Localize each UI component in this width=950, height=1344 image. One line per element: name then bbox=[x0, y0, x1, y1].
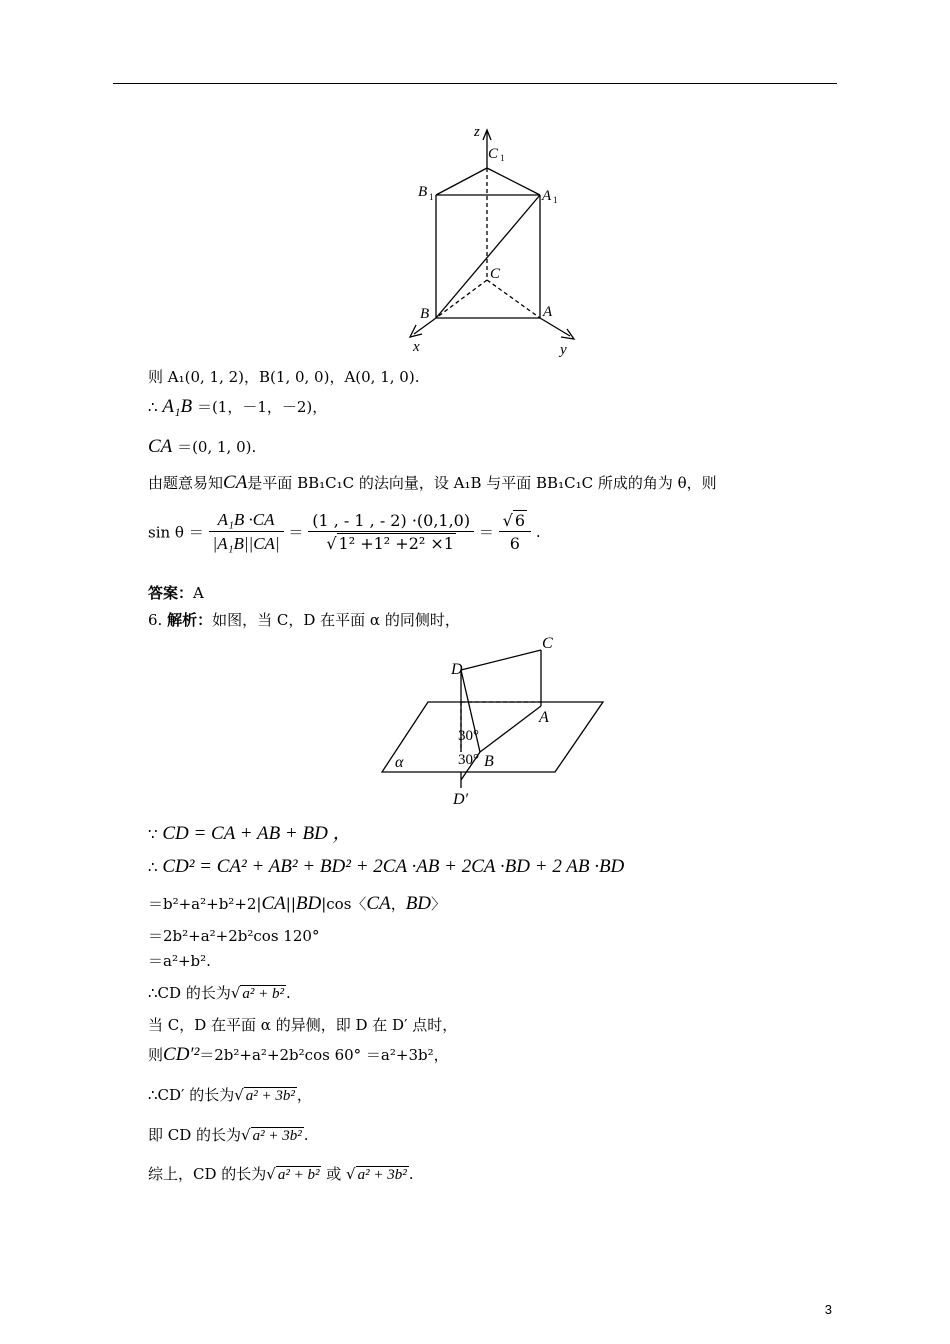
text-fragment: |cos〈 bbox=[321, 895, 367, 913]
square-expansion-line bbox=[148, 856, 624, 878]
text-fragment: 〉 bbox=[431, 895, 447, 913]
angle-label-2: 30° bbox=[458, 752, 479, 768]
label-a: A bbox=[543, 304, 553, 320]
dot-product-line bbox=[148, 893, 446, 915]
vector-ca: CA bbox=[148, 436, 173, 457]
text-fragment: . bbox=[408, 1165, 414, 1183]
problem-number: 6. bbox=[148, 611, 163, 629]
fraction-1-denominator: |A₁B||CA| bbox=[212, 534, 280, 553]
label-b: B bbox=[484, 753, 494, 770]
fraction-1 bbox=[209, 510, 284, 554]
because-symbol: ∵ bbox=[148, 825, 158, 843]
equals-sign: ＝ bbox=[288, 523, 304, 542]
problem-6-line bbox=[148, 609, 460, 630]
cd-prime-line bbox=[148, 1044, 449, 1066]
text-fragment: ＝2b²+a²+2b²cos 60° ＝a²+3b²， bbox=[199, 1046, 449, 1064]
vector-line-a1b bbox=[148, 396, 327, 418]
label-c1: C bbox=[488, 146, 499, 162]
label-a1-sub: 1 bbox=[553, 195, 558, 205]
label-x: x bbox=[413, 339, 420, 355]
plane-figure bbox=[375, 630, 610, 810]
text-fragment: . bbox=[303, 1126, 309, 1144]
text-fragment: ， bbox=[296, 1086, 312, 1104]
text-line: ＝2b²+a²+2b²cos 120° bbox=[148, 927, 320, 945]
radicand: a² + b² bbox=[277, 1167, 320, 1183]
sine-formula bbox=[148, 510, 541, 554]
therefore-symbol: ∴ bbox=[148, 858, 158, 876]
fraction-3-numerator: √ 6 bbox=[499, 511, 531, 532]
text-fragment: ∴CD 的长为 bbox=[148, 984, 231, 1002]
radicand: 1² +1² +2² ×1 bbox=[338, 534, 454, 553]
label-c: C bbox=[542, 635, 553, 652]
vector-cd-prime: CD′² bbox=[163, 1044, 200, 1065]
text-line: 当 C，D 在平面 α 的异侧，即 D 在 D′ 点时， bbox=[148, 1016, 458, 1034]
radicand: a² + 3b² bbox=[245, 1088, 295, 1104]
text-fragment: . bbox=[286, 984, 291, 1002]
text-fragment: ＝b²+a²+b²+2| bbox=[148, 895, 262, 913]
sin-label: sin θ ＝ bbox=[148, 523, 204, 542]
fraction-1-numerator: A₁B ·CA bbox=[209, 510, 284, 532]
length-line-3: 即 CD 的长为√ a² + 3b² . bbox=[148, 1126, 309, 1144]
length-line-1: ∴CD 的长为√ a² + b² . bbox=[148, 984, 291, 1002]
fraction-2-numerator: (1 , - 1 , - 2) ·(0,1,0) bbox=[308, 511, 474, 532]
vector-a1b-value: ＝(1，－1，－2)， bbox=[196, 398, 328, 416]
analysis-text: 如图，当 C，D 在平面 α 的同侧时， bbox=[212, 611, 460, 629]
label-c: C bbox=[490, 266, 501, 282]
vector-ca: CA bbox=[366, 893, 391, 914]
analysis-label: 解析： bbox=[167, 611, 213, 629]
angle-label-1: 30° bbox=[458, 728, 479, 744]
prism-figure bbox=[400, 118, 600, 358]
answer-value: A bbox=[193, 584, 204, 602]
therefore-symbol: ∴ bbox=[148, 398, 158, 416]
text-fragment: ， bbox=[390, 895, 406, 913]
fraction-3-denominator: 6 bbox=[509, 534, 520, 553]
label-a1: A bbox=[542, 188, 552, 204]
normal-vector-line bbox=[148, 472, 717, 494]
answer-label: 答案： bbox=[148, 584, 194, 602]
conclusion-line: 综上，CD 的长为√ a² + b² 或 √ a² + 3b² . bbox=[148, 1165, 414, 1183]
vector-a1b: A₁B bbox=[162, 396, 193, 417]
vector-bd: BD bbox=[405, 893, 432, 914]
fraction-3 bbox=[499, 511, 531, 553]
label-b: B bbox=[420, 306, 430, 322]
text-fragment: 是平面 BB₁C₁C 的法向量，设 A₁B 与平面 BB₁C₁C 所成的角为 θ，则 bbox=[247, 474, 717, 492]
label-b1-sub: 1 bbox=[429, 192, 434, 202]
label-z: z bbox=[474, 124, 480, 140]
label-dprime: D′ bbox=[453, 791, 469, 808]
text-fragment: || bbox=[285, 895, 296, 913]
text-fragment: 综上，CD 的长为 bbox=[148, 1165, 267, 1183]
page-number: 3 bbox=[824, 1302, 832, 1317]
period: . bbox=[535, 523, 541, 541]
header-rule bbox=[113, 83, 837, 84]
vector-line-ca bbox=[148, 436, 256, 458]
vector-sum: CD = CA + AB + BD ， bbox=[162, 823, 352, 844]
label-b1: B bbox=[418, 184, 428, 200]
vector-ca: CA bbox=[223, 472, 248, 493]
answer-line bbox=[148, 582, 204, 603]
radicand: a² + 3b² bbox=[252, 1128, 302, 1144]
text-fragment: 由题意易知 bbox=[148, 474, 224, 492]
equals-sign: ＝ bbox=[478, 523, 494, 542]
label-c1-sub: 1 bbox=[500, 153, 505, 163]
text-fragment: 则 bbox=[148, 1046, 164, 1064]
vector-ca: CA bbox=[261, 893, 286, 914]
fraction-2 bbox=[308, 511, 474, 553]
radicand: a² + b² bbox=[242, 986, 285, 1002]
vector-sum-line bbox=[148, 818, 352, 845]
text-line: ＝a²+b². bbox=[148, 952, 211, 970]
label-d: D bbox=[451, 661, 463, 678]
vector-ca-value: ＝(0, 1, 0). bbox=[177, 438, 257, 456]
label-alpha: α bbox=[395, 754, 404, 771]
square-expansion: CD² = CA² + AB² + BD² + 2CA ·AB + 2CA ·BD + 2 AB ·BD bbox=[162, 856, 625, 877]
text-fragment: 即 CD 的长为 bbox=[148, 1126, 242, 1144]
vector-bd: BD bbox=[295, 893, 322, 914]
label-a: A bbox=[539, 709, 549, 726]
text-fragment: ∴CD′ 的长为 bbox=[148, 1086, 235, 1104]
label-y: y bbox=[560, 342, 567, 358]
text-line: 则 A₁(0, 1, 2)，B(1, 0, 0)，A(0, 1, 0). bbox=[148, 368, 420, 386]
fraction-2-denominator: √ 1² +1² +2² ×1 bbox=[326, 534, 454, 553]
length-line-2: ∴CD′ 的长为√ a² + 3b² ， bbox=[148, 1086, 312, 1104]
radicand: a² + 3b² bbox=[357, 1167, 407, 1183]
text-fragment: 或 bbox=[326, 1165, 342, 1183]
radicand: 6 bbox=[514, 511, 526, 530]
